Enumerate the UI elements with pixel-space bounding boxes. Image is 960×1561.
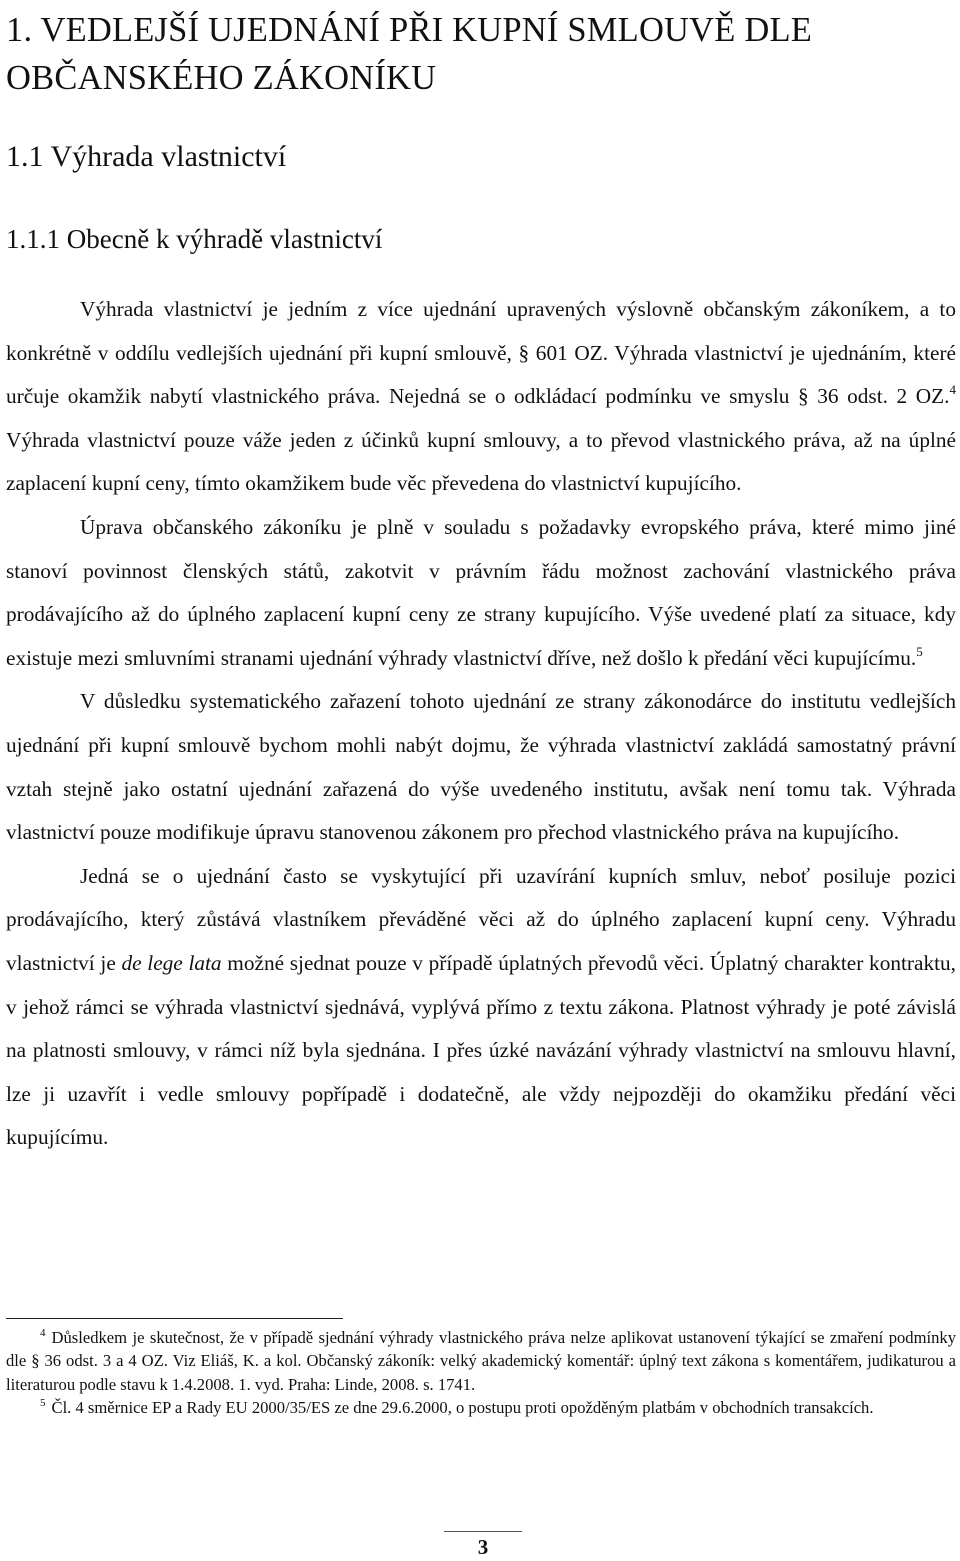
footnotes: [6, 1326, 956, 1420]
footnote-separator: [6, 1318, 343, 1319]
body-text: [6, 288, 956, 1160]
latin-phrase: de lege lata: [121, 950, 222, 975]
paragraph-1: Výhrada vlastnictví je jedním z více ujednání upravených výslovně občanským zákoníkem, a to konkrétně v oddílu vedlejších ujednání při kupní smlouvě, § 601 OZ. Výhrada vlastnictví je ujednáním, které určuje okamžik nabytí vlastnického práva. Nejedná se o odkládací podmínku ve smyslu § 36 odst. 2 OZ.$^4$ Výhrada vlastnictví pouze váže jeden z účinků kupní smlouvy, a to převod vlastnického práva, až na úplné zaplacení kupní ceny, tímto okamžikem bude věc převedena do vlastnictví kupujícího.: [6, 297, 956, 496]
page-number: 3: [477, 1535, 489, 1559]
paragraph-3: V důsledku systematického zařazení tohoto ujednání ze strany zákonodárce do institutu vedlejších ujednání při kupní smlouvě bychom mohli nabýt dojmu, že výhrada vlastnictví zakládá samostatný právní vztah stejně jako ostatní ujednání zařazená do výše uvedeného institutu, avšak není tomu tak. Výhrada vlastnictví pouze modifikuje úpravu stanovenou zákonem pro přechod vlastnického práva na kupujícího.: [6, 689, 956, 845]
footnote-4: [6, 1326, 956, 1396]
paragraph-4: Jedná se o ujednání často se vyskytující při uzavírání kupních smluv, neboť posiluje pozici prodávajícího, který zůstává vlastníkem převáděné věci až do úplného zaplacení kupní ceny. Výhradu vlastnictví je de lege lata možné sjednat pouze v případě úplatných převodů věci. Úplatný charakter kontraktu, v jehož rámci se výhrada vlastnictví sjednává, vyplývá přímo z textu zákona. Platnost výhrady je poté závislá na platnosti smlouvy, v rámci níž byla sjednána. I přes úzké navázání výhrady vlastnictví na smlouvu hlavní, lze ji uzavřít i vedle smlouvy popřípadě i dodatečně, ale vždy nejpozději do okamžiku předání věci kupujícímu.: [6, 863, 956, 1150]
section-heading: 1.1 Výhrada vlastnictví: [6, 140, 287, 173]
subsection-heading: 1.1.1 Obecně k výhradě vlastnictví: [6, 224, 383, 254]
footnote-ref-4[interactable]: 4: [949, 382, 956, 398]
footnote-number: 5: [40, 1397, 46, 1410]
footnote-5: [6, 1396, 956, 1419]
footnote-text: Čl. 4 směrnice EP a Rady EU 2000/35/ES ze dne 29.6.2000, o postupu proti opožděným platbám v obchodních transakcích.: [51, 1398, 874, 1418]
footnote-number: 4: [40, 1327, 46, 1339]
chapter-heading: 1. VEDLEJŠÍ UJEDNÁNÍ PŘI KUPNÍ SMLOUVĚ DLE OBČANSKÉHO ZÁKONÍKU: [6, 11, 813, 97]
footnote-ref-5[interactable]: 5: [916, 643, 923, 659]
page-number-rule: [444, 1531, 522, 1532]
footnote-text: Důsledkem je skutečnost, že v případě sjednání výhrady vlastnického práva nelze aplikovat ustanovení týkající se zmaření podmínky dle § 36 odst. 3 a 4 OZ. Viz Eliáš, K. a kol. Občanský zákoník: velký akademický komentář: úplný text zákona s komentářem, judikaturou a literaturou podle stavu k 1.4.2008. 1. vyd. Praha: Linde, 2008. s. 1741.: [6, 1328, 956, 1394]
paragraph-2: Úprava občanského zákoníku je plně v souladu s požadavky evropského práva, které mimo jiné stanoví povinnost členských států, zakotvit v právním řádu možnost zachování vlastnického práva prodávajícího až do úplného zaplacení kupní ceny ze strany kupujícího. Výše uvedené platí za situace, kdy existuje mezi smluvními stranami ujednání výhrady vlastnictví dříve, než došlo k předání věci kupujícímu.$^5$: [6, 514, 956, 670]
